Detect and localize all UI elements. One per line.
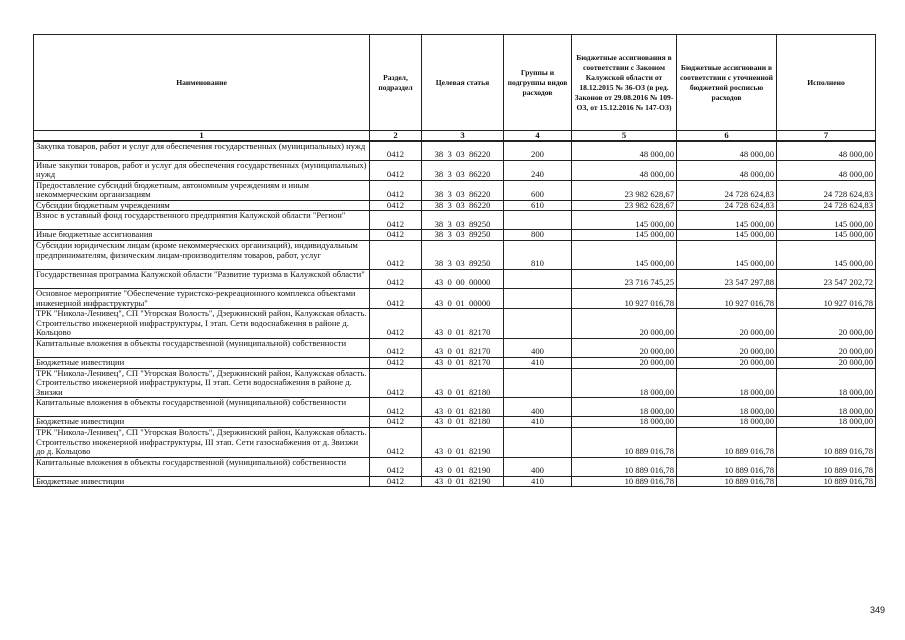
row-group-cell: 810 [504,241,572,270]
row-law-amount-cell: 10 927 016,78 [572,289,677,309]
row-executed-amount-cell: 20 000,00 [777,309,876,339]
row-group-cell [504,270,572,289]
header-target: Целевая статья [422,35,504,131]
table-row [34,309,876,339]
column-number: 5 [572,131,677,142]
row-group-cell: 600 [504,180,572,200]
row-name-cell: Субсидии юридическим лицам (кроме некоммерческих организаций), индивидуальным предпринимателям, физическим лицам-производителям товаров, работ, услуг [34,241,370,270]
row-name-cell: ТРК "Никола-Ленивец", СП "Угорская Волость", Дзержинский район, Калужская область. Строительство инженерной инфраструктуры, III этап. Сети газоснабжения от д. Звизжи до д. Кольцово [34,428,370,458]
row-name-cell: Бюджетные инвестиции [34,417,370,428]
row-law-amount-cell: 23 982 628,67 [572,180,677,200]
column-number: 6 [677,131,777,142]
column-number: 2 [370,131,422,142]
row-group-cell: 610 [504,200,572,211]
row-target-cell: 43 0 01 82180 [422,398,504,417]
row-name-cell: Иные бюджетные ассигнования [34,230,370,241]
table-row [34,428,876,458]
row-executed-amount-cell: 145 000,00 [777,230,876,241]
row-plan-amount-cell: 48 000,00 [677,141,777,160]
row-section-cell: 0412 [370,200,422,211]
column-number: 3 [422,131,504,142]
row-law-amount-cell: 20 000,00 [572,358,677,369]
row-name-cell: Капитальные вложения в объекты государственной (муниципальной) собственности [34,457,370,476]
row-law-amount-cell: 18 000,00 [572,417,677,428]
row-name-cell: Закупка товаров, работ и услуг для обеспечения государственных (муниципальных) нужд [34,141,370,160]
row-law-amount-cell: 48 000,00 [572,160,677,180]
table-row [34,230,876,241]
row-law-amount-cell: 18 000,00 [572,398,677,417]
row-executed-amount-cell: 23 547 202,72 [777,270,876,289]
row-plan-amount-cell: 18 000,00 [677,398,777,417]
row-target-cell: 43 0 01 00000 [422,289,504,309]
row-executed-amount-cell: 18 000,00 [777,417,876,428]
row-section-cell: 0412 [370,398,422,417]
row-name-cell: Основное мероприятие "Обеспечение туристско-рекреационного комплекса объектами инженерной инфраструктуры" [34,289,370,309]
row-executed-amount-cell: 24 728 624,83 [777,180,876,200]
row-plan-amount-cell: 145 000,00 [677,230,777,241]
table-row [34,398,876,417]
row-section-cell: 0412 [370,160,422,180]
row-law-amount-cell: 145 000,00 [572,241,677,270]
row-law-amount-cell: 23 982 628,67 [572,200,677,211]
table-row [34,339,876,358]
row-law-amount-cell: 10 889 016,78 [572,457,677,476]
row-name-cell: Предоставление субсидий бюджетным, автономным учреждениям и иным некоммерческим организациям [34,180,370,200]
row-executed-amount-cell: 10 889 016,78 [777,428,876,458]
table-row [34,180,876,200]
row-executed-amount-cell: 10 889 016,78 [777,457,876,476]
row-executed-amount-cell: 10 927 016,78 [777,289,876,309]
row-target-cell: 38 3 03 86220 [422,200,504,211]
row-law-amount-cell: 10 889 016,78 [572,428,677,458]
row-plan-amount-cell: 20 000,00 [677,339,777,358]
row-name-cell: Бюджетные инвестиции [34,476,370,487]
row-section-cell: 0412 [370,230,422,241]
row-law-amount-cell: 18 000,00 [572,368,677,398]
header-row [34,35,876,131]
row-section-cell: 0412 [370,476,422,487]
row-section-cell: 0412 [370,180,422,200]
row-plan-amount-cell: 145 000,00 [677,241,777,270]
row-group-cell [504,428,572,458]
row-name-cell: Бюджетные инвестиции [34,358,370,369]
row-law-amount-cell: 20 000,00 [572,339,677,358]
header-executed: Исполнено [777,35,876,131]
row-executed-amount-cell: 18 000,00 [777,398,876,417]
row-group-cell: 200 [504,141,572,160]
column-number: 7 [777,131,876,142]
table-row [34,211,876,230]
row-target-cell: 38 3 03 86220 [422,160,504,180]
header-section: Раздел, подраздел [370,35,422,131]
table-row [34,241,876,270]
row-section-cell: 0412 [370,141,422,160]
row-plan-amount-cell: 24 728 624,83 [677,180,777,200]
row-target-cell: 43 0 01 82190 [422,457,504,476]
row-law-amount-cell: 145 000,00 [572,211,677,230]
row-plan-amount-cell: 24 728 624,83 [677,200,777,211]
row-law-amount-cell: 48 000,00 [572,141,677,160]
row-section-cell: 0412 [370,309,422,339]
table-row [34,476,876,487]
table-row [34,457,876,476]
row-target-cell: 43 0 01 82180 [422,368,504,398]
header-group: Группы и подгруппы видов расходов [504,35,572,131]
row-section-cell: 0412 [370,368,422,398]
row-section-cell: 0412 [370,270,422,289]
table-row [34,270,876,289]
row-name-cell: Иные закупки товаров, работ и услуг для обеспечения государственных (муниципальных) нужд [34,160,370,180]
row-plan-amount-cell: 48 000,00 [677,160,777,180]
row-target-cell: 38 3 03 89250 [422,230,504,241]
row-group-cell: 410 [504,358,572,369]
row-plan-amount-cell: 23 547 297,88 [677,270,777,289]
row-plan-amount-cell: 10 889 016,78 [677,457,777,476]
row-law-amount-cell: 20 000,00 [572,309,677,339]
row-plan-amount-cell: 18 000,00 [677,417,777,428]
row-group-cell: 240 [504,160,572,180]
row-target-cell: 43 0 00 00000 [422,270,504,289]
page-number: 349 [869,605,885,615]
row-group-cell: 800 [504,230,572,241]
column-number-row [34,131,876,142]
header-plan-allocation: Бюджетные ассигновани в соответствии с уточненной бюджетной росписью расходов [677,35,777,131]
row-plan-amount-cell: 18 000,00 [677,368,777,398]
table-row [34,200,876,211]
column-number: 4 [504,131,572,142]
row-name-cell: Капитальные вложения в объекты государственной (муниципальной) собственности [34,398,370,417]
table-row [34,358,876,369]
table-body [34,141,876,487]
row-name-cell: Государственная программа Калужской области "Развитие туризма в Калужской области" [34,270,370,289]
row-group-cell [504,289,572,309]
row-name-cell: ТРК "Никола-Ленивец", СП "Угорская Волость", Дзержинский район, Калужская область. Строительство инженерной инфраструктуры, II этап. Сети водоснабжения в районе д. Звизжи [34,368,370,398]
row-executed-amount-cell: 20 000,00 [777,339,876,358]
row-name-cell: Субсидии бюджетным учреждениям [34,200,370,211]
row-group-cell: 400 [504,457,572,476]
row-law-amount-cell: 23 716 745,25 [572,270,677,289]
table-row [34,368,876,398]
row-group-cell: 400 [504,339,572,358]
row-law-amount-cell: 10 889 016,78 [572,476,677,487]
row-target-cell: 38 3 03 86220 [422,141,504,160]
row-executed-amount-cell: 18 000,00 [777,368,876,398]
row-plan-amount-cell: 20 000,00 [677,358,777,369]
row-name-cell: Взнос в уставный фонд государственного предприятия Калужской области "Регион" [34,211,370,230]
row-group-cell: 410 [504,417,572,428]
row-target-cell: 38 3 03 86220 [422,180,504,200]
row-executed-amount-cell: 145 000,00 [777,241,876,270]
row-target-cell: 38 3 03 89250 [422,241,504,270]
row-section-cell: 0412 [370,211,422,230]
table-row [34,289,876,309]
row-plan-amount-cell: 10 927 016,78 [677,289,777,309]
table-row [34,417,876,428]
row-name-cell: Капитальные вложения в объекты государственной (муниципальной) собственности [34,339,370,358]
row-section-cell: 0412 [370,241,422,270]
row-law-amount-cell: 145 000,00 [572,230,677,241]
row-group-cell [504,309,572,339]
row-group-cell [504,211,572,230]
row-section-cell: 0412 [370,417,422,428]
row-target-cell: 38 3 03 89250 [422,211,504,230]
row-name-cell: ТРК "Никола-Ленивец", СП "Угорская Волость", Дзержинский район, Калужская область. Строительство инженерной инфраструктуры, I этап. Сети водоснабжения в районе д. Кольцово [34,309,370,339]
row-plan-amount-cell: 145 000,00 [677,211,777,230]
row-target-cell: 43 0 01 82170 [422,358,504,369]
row-target-cell: 43 0 01 82190 [422,428,504,458]
row-group-cell: 400 [504,398,572,417]
row-plan-amount-cell: 10 889 016,78 [677,428,777,458]
column-number: 1 [34,131,370,142]
table-row [34,160,876,180]
row-section-cell: 0412 [370,339,422,358]
row-section-cell: 0412 [370,457,422,476]
row-executed-amount-cell: 20 000,00 [777,358,876,369]
row-executed-amount-cell: 48 000,00 [777,160,876,180]
row-group-cell [504,368,572,398]
row-section-cell: 0412 [370,289,422,309]
row-target-cell: 43 0 01 82170 [422,339,504,358]
row-plan-amount-cell: 20 000,00 [677,309,777,339]
row-executed-amount-cell: 10 889 016,78 [777,476,876,487]
row-group-cell: 410 [504,476,572,487]
row-target-cell: 43 0 01 82170 [422,309,504,339]
header-name: Наименование [34,35,370,131]
table-row [34,141,876,160]
row-target-cell: 43 0 01 82190 [422,476,504,487]
row-section-cell: 0412 [370,428,422,458]
row-section-cell: 0412 [370,358,422,369]
row-executed-amount-cell: 24 728 624,83 [777,200,876,211]
row-executed-amount-cell: 145 000,00 [777,211,876,230]
row-executed-amount-cell: 48 000,00 [777,141,876,160]
header-law-allocation: Бюджетные ассигнования в соответствии с Законом Калужской области от 18.12.2015 № 36-ОЗ (в ред. Законов от 29.08.2016 № 109-ОЗ, от 15.12.2016 № 147-ОЗ) [572,35,677,131]
row-target-cell: 43 0 01 82180 [422,417,504,428]
budget-table [33,34,876,487]
row-plan-amount-cell: 10 889 016,78 [677,476,777,487]
